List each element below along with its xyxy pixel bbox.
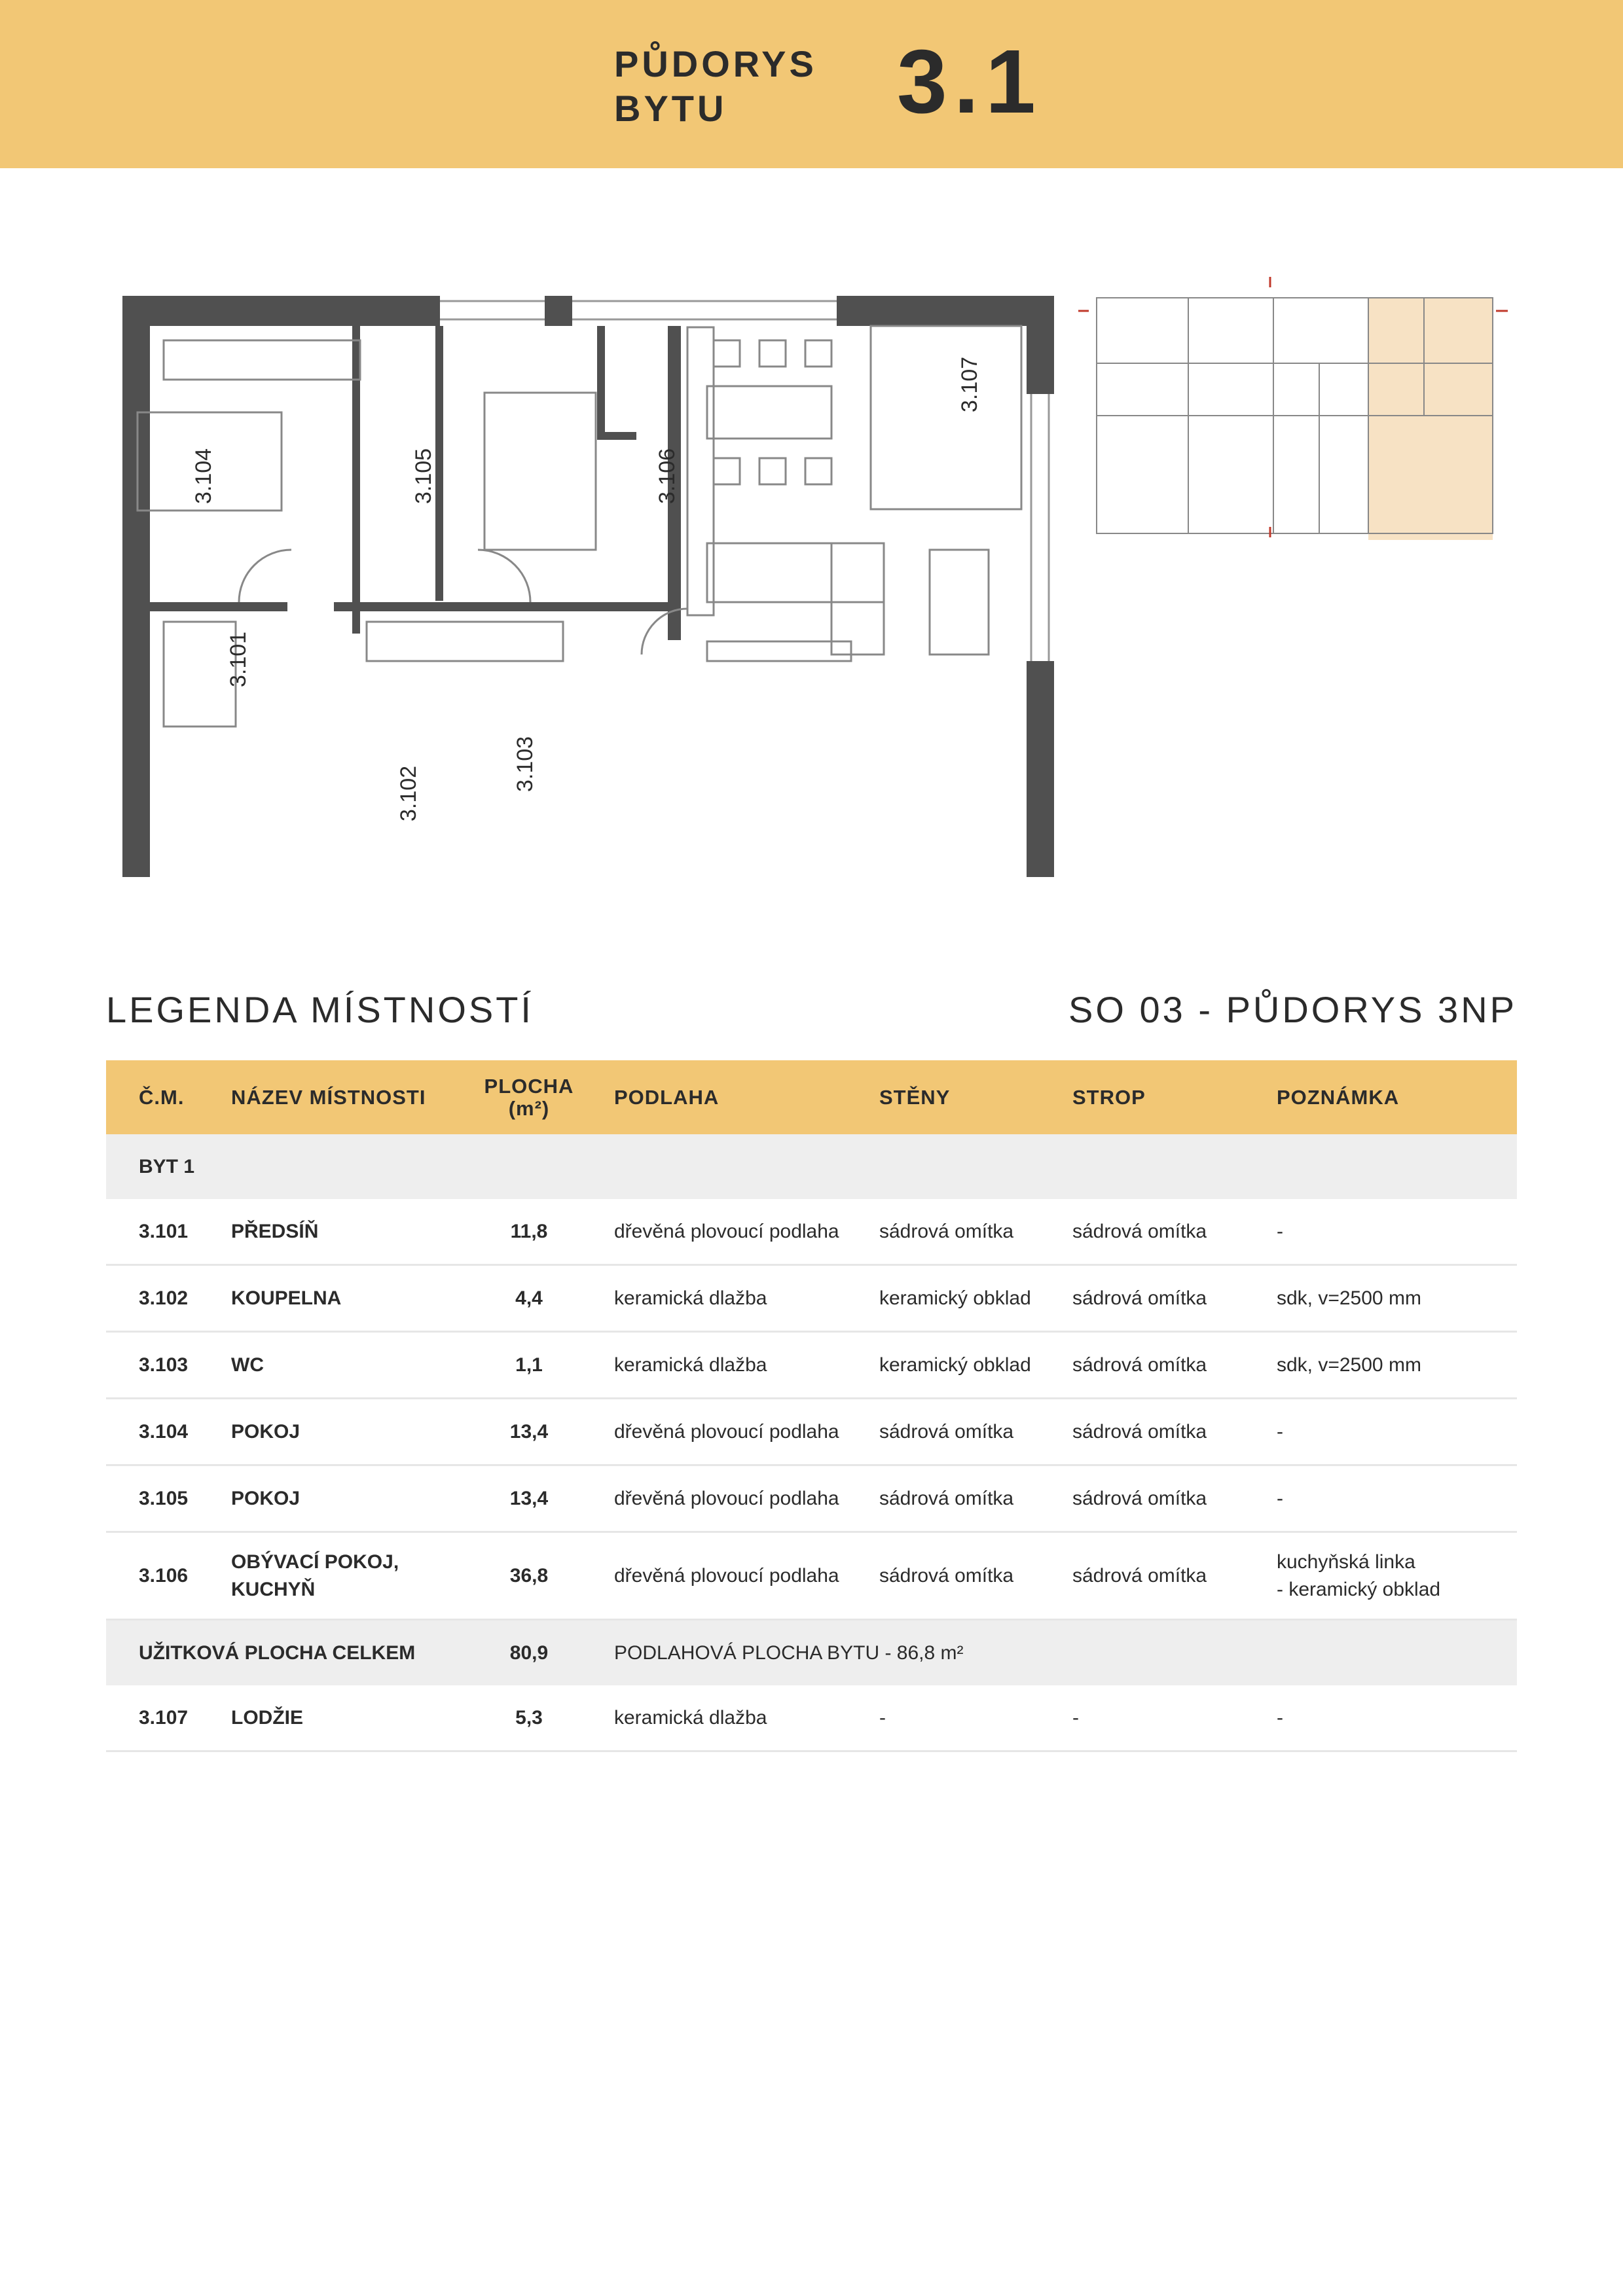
col-header-ceiling: STROP: [1072, 1060, 1277, 1134]
legend-heading: LEGENDA MÍSTNOSTÍ: [106, 989, 534, 1030]
col-header-note: POZNÁMKA: [1277, 1060, 1517, 1134]
col-header-area-line2: (m²): [508, 1096, 550, 1120]
cell-cm: 3.105: [106, 1465, 231, 1532]
cell-name-line1: OBÝVACÍ POKOJ,: [231, 1551, 399, 1573]
room-label-3101: 3.101: [226, 631, 251, 687]
cell-cm: 3.107: [106, 1685, 231, 1751]
table-row: [106, 1399, 1517, 1465]
cell-cm: 3.106: [106, 1532, 231, 1620]
table-row: [106, 1532, 1517, 1620]
cell-note: -: [1277, 1465, 1517, 1532]
cell-cm: 3.102: [106, 1265, 231, 1332]
cell-cm: 3.101: [106, 1199, 231, 1265]
room-label-3103: 3.103: [513, 736, 538, 792]
cell-floor: dřevěná plovoucí podlaha: [588, 1532, 879, 1620]
cell-walls: sádrová omítka: [879, 1199, 1072, 1265]
floor-area-note: PODLAHOVÁ PLOCHA BYTU - 86,8 m²: [588, 1620, 1517, 1686]
title-line-2: BYTU: [614, 88, 727, 129]
table-row: [106, 1465, 1517, 1532]
cell-cm: 3.103: [106, 1332, 231, 1399]
cell-note: -: [1277, 1399, 1517, 1465]
cell-floor: keramická dlažba: [588, 1332, 879, 1399]
room-label-3106: 3.106: [655, 448, 680, 504]
cell-name: POKOJ: [231, 1465, 470, 1532]
cell-note-line2: - keramický obklad: [1277, 1578, 1441, 1600]
cell-note-line1: kuchyňská linka: [1277, 1551, 1415, 1573]
room-label-3107: 3.107: [957, 356, 982, 412]
cell-ceiling: sádrová omítka: [1072, 1532, 1277, 1620]
group-label: BYT 1: [106, 1134, 1517, 1199]
table-row: [106, 1199, 1517, 1265]
cell-area: 1,1: [470, 1332, 588, 1399]
cell-area: 4,4: [470, 1265, 588, 1332]
cell-floor: dřevěná plovoucí podlaha: [588, 1399, 879, 1465]
cell-name: POKOJ: [231, 1399, 470, 1465]
floor-plan: [118, 288, 1061, 877]
cell-name: PŘEDSÍŇ: [231, 1199, 470, 1265]
room-legend-table: [106, 1060, 1517, 1752]
cell-ceiling: -: [1072, 1685, 1277, 1751]
header-band: [0, 0, 1623, 168]
group-row: [106, 1134, 1517, 1199]
cell-name-line2: KUCHYŇ: [231, 1578, 316, 1600]
cell-ceiling: sádrová omítka: [1072, 1332, 1277, 1399]
cell-ceiling: sádrová omítka: [1072, 1199, 1277, 1265]
cell-note: -: [1277, 1685, 1517, 1751]
table-row: [106, 1685, 1517, 1751]
key-plan: [1070, 265, 1516, 540]
cell-floor: keramická dlažba: [588, 1685, 879, 1751]
cell-name: WC: [231, 1332, 470, 1399]
table-row: [106, 1265, 1517, 1332]
drawing-heading: SO 03 - PŮDORYS 3NP: [1068, 989, 1517, 1030]
table-header-row: [106, 1060, 1517, 1134]
room-label-3102: 3.102: [396, 765, 421, 821]
cell-walls: -: [879, 1685, 1072, 1751]
cell-note: [1277, 1532, 1517, 1620]
cell-area: 5,3: [470, 1685, 588, 1751]
total-row: [106, 1620, 1517, 1686]
cell-ceiling: sádrová omítka: [1072, 1399, 1277, 1465]
col-header-cm: Č.M.: [106, 1060, 231, 1134]
col-header-floor: PODLAHA: [588, 1060, 879, 1134]
cell-ceiling: sádrová omítka: [1072, 1265, 1277, 1332]
table-row: [106, 1332, 1517, 1399]
cell-name: KOUPELNA: [231, 1265, 470, 1332]
cell-walls: keramický obklad: [879, 1265, 1072, 1332]
cell-note: sdk, v=2500 mm: [1277, 1265, 1517, 1332]
page-title: [614, 42, 817, 131]
cell-walls: keramický obklad: [879, 1332, 1072, 1399]
unit-number: 3.1: [897, 31, 1042, 132]
cell-note: sdk, v=2500 mm: [1277, 1332, 1517, 1399]
cell-walls: sádrová omítka: [879, 1465, 1072, 1532]
room-label-3105: 3.105: [411, 448, 436, 504]
total-area: 80,9: [470, 1620, 588, 1686]
total-label: UŽITKOVÁ PLOCHA CELKEM: [106, 1620, 470, 1686]
cell-floor: dřevěná plovoucí podlaha: [588, 1465, 879, 1532]
col-header-walls: STĚNY: [879, 1060, 1072, 1134]
room-label-3104: 3.104: [191, 448, 216, 504]
col-header-area: [470, 1060, 588, 1134]
title-line-1: PŮDORYS: [614, 43, 817, 84]
col-header-name: NÁZEV MÍSTNOSTI: [231, 1060, 470, 1134]
cell-walls: sádrová omítka: [879, 1399, 1072, 1465]
cell-floor: dřevěná plovoucí podlaha: [588, 1199, 879, 1265]
cell-area: 36,8: [470, 1532, 588, 1620]
cell-note: -: [1277, 1199, 1517, 1265]
cell-ceiling: sádrová omítka: [1072, 1465, 1277, 1532]
cell-walls: sádrová omítka: [879, 1532, 1072, 1620]
col-header-area-line1: PLOCHA: [484, 1074, 574, 1098]
cell-name: LODŽIE: [231, 1685, 470, 1751]
cell-area: 13,4: [470, 1399, 588, 1465]
cell-area: 13,4: [470, 1465, 588, 1532]
cell-area: 11,8: [470, 1199, 588, 1265]
cell-name: [231, 1532, 470, 1620]
cell-cm: 3.104: [106, 1399, 231, 1465]
cell-floor: keramická dlažba: [588, 1265, 879, 1332]
